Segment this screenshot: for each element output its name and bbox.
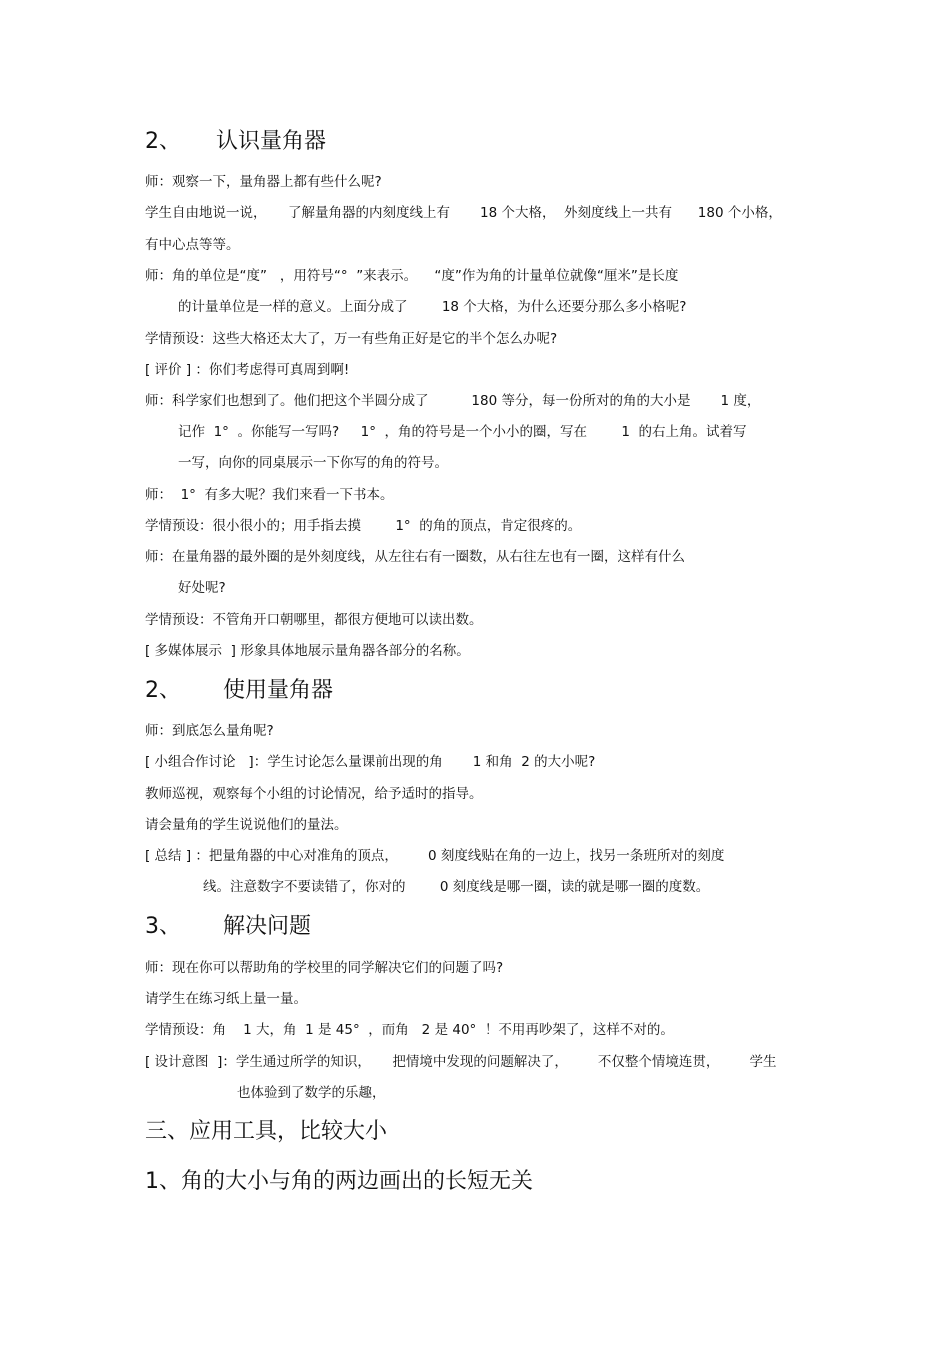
paragraph-line: 学情预设：角 1 大，角 1 是 45° ，而角 2 是 40° ！不用再吵架了，这样不对的。 (145, 1022, 674, 1038)
section-heading-recognize-protractor: 2、 认识量角器 (145, 129, 326, 154)
paragraph-line: 师：到底怎么量角呢? (145, 723, 274, 739)
paragraph-line: 师：在量角器的最外圈的是外刻度线，从左往右有一圈数，从右往左也有一圈，这样有什么 (145, 549, 685, 565)
paragraph-line: [ 评价 ] ：你们考虑得可真周到啊! (145, 362, 350, 378)
paragraph-line: 师：观察一下，量角器上都有些什么呢? (145, 174, 382, 190)
paragraph-line: 好处呢? (178, 580, 226, 596)
paragraph-line: 学情预设：很小很小的；用手指去摸 1° 的角的顶点，肯定很疼的。 (145, 518, 582, 534)
part-heading-apply-tools: 三、应用工具，比较大小 (145, 1119, 388, 1144)
paragraph-line: 请会量角的学生说说他们的量法。 (145, 817, 348, 833)
paragraph-line: [ 多媒体展示 ] 形象具体地展示量角器各部分的名称。 (145, 643, 470, 659)
section-heading-solve-problem: 3、 解决问题 (145, 914, 311, 939)
section-heading-use-protractor: 2、 使用量角器 (145, 678, 333, 703)
paragraph-line: 学情预设：这些大格还太大了，万一有些角正好是它的半个怎么办呢? (145, 331, 558, 347)
paragraph-line: 师：现在你可以帮助角的学校里的同学解决它们的问题了吗? (145, 960, 504, 976)
paragraph-line: [ 小组合作讨论 ]：学生讨论怎么量课前出现的角 1 和角 2 的大小呢? (145, 754, 596, 770)
paragraph-line: 师：角的单位是“度” ，用符号“° ”来表示。 “度”作为角的计量单位就像“厘米”是长度 (145, 268, 679, 284)
paragraph-line: 也体验到了数学的乐趣， (237, 1085, 386, 1101)
paragraph-line: [ 设计意图 ]：学生通过所学的知识， 把情境中发现的问题解决了， 不仅整个情境连贯， 学生 (145, 1054, 777, 1070)
paragraph-line: 有中心点等等。 (145, 237, 240, 253)
paragraph-line: [ 总结 ] ：把量角器的中心对准角的顶点， 0 刻度线贴在角的一边上，找另一条班所对的刻度 (145, 848, 725, 864)
paragraph-line: 的计量单位是一样的意义。上面分成了 18 个大格，为什么还要分那么多小格呢? (178, 299, 687, 315)
paragraph-line: 教师巡视，观察每个小组的讨论情况，给予适时的指导。 (145, 786, 483, 802)
paragraph-line: 记作 1° 。你能写一写吗? 1° ，角的符号是一个小小的圈，写在 1 的右上角。试着写 (178, 424, 747, 440)
paragraph-line: 线。注意数字不要读错了，你对的 0 刻度线是哪一圈，读的就是哪一圈的度数。 (203, 879, 710, 895)
paragraph-line: 学生自由地说一说， 了解量角器的内刻度线上有 18 个大格， 外刻度线上一共有 180 个小格， (145, 205, 782, 221)
paragraph-line: 一写，向你的同桌展示一下你写的角的符号。 (178, 455, 448, 471)
paragraph-line: 请学生在练习纸上量一量。 (145, 991, 307, 1007)
subsection-heading-angle-size: 1、角的大小与角的两边画出的长短无关 (145, 1169, 533, 1194)
paragraph-line: 师：科学家们也想到了。他们把这个半圆分成了 180 等分，每一份所对的角的大小是 1 度， (145, 393, 761, 409)
paragraph-line: 学情预设：不管角开口朝哪里，都很方便地可以读出数。 (145, 612, 483, 628)
paragraph-line: 师： 1° 有多大呢？我们来看一下书本。 (145, 487, 394, 503)
